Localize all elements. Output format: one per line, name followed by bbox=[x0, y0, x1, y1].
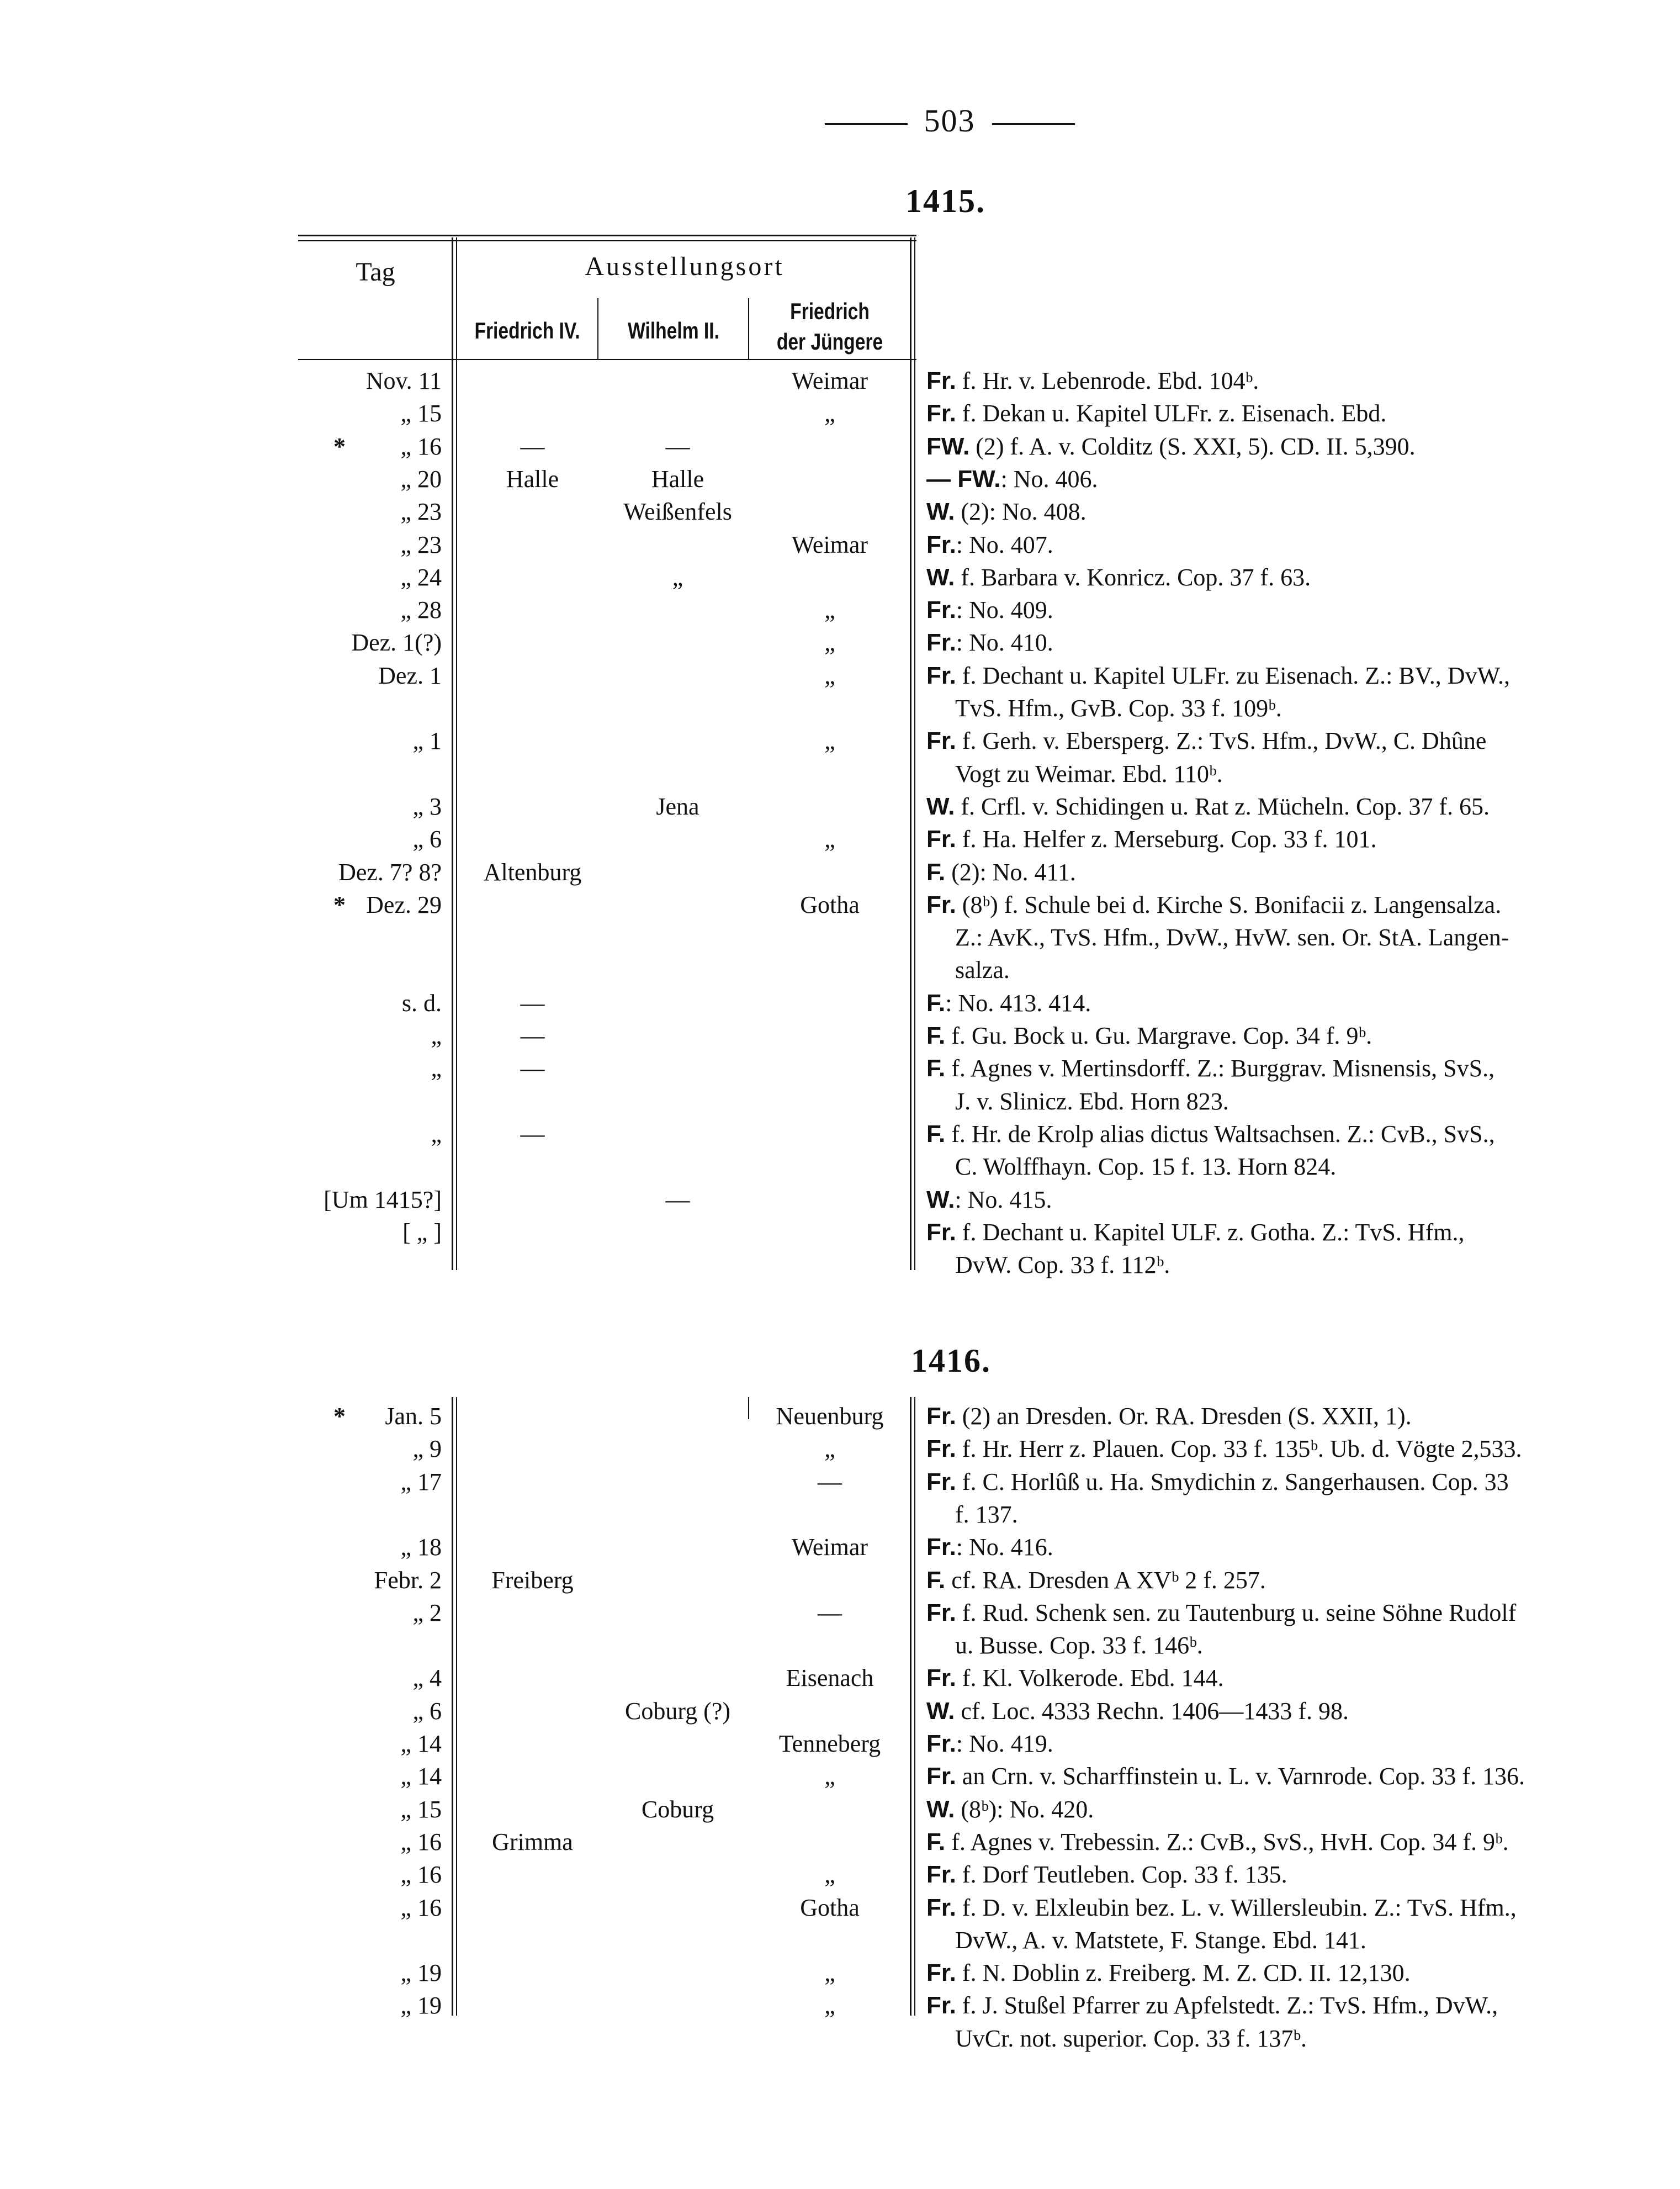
entry-abbrev: Fr. bbox=[926, 662, 956, 689]
entry-text: (2): No. 408. bbox=[955, 498, 1087, 526]
entry-abbrev: Fr. bbox=[926, 1959, 956, 1987]
entry-cell bbox=[926, 1216, 1617, 1249]
entry-text: (2): No. 411. bbox=[945, 858, 1076, 886]
table-row bbox=[0, 1052, 1680, 1085]
entry-cell bbox=[926, 1989, 1617, 2022]
friedrich-iv-cell: Grimma bbox=[492, 1828, 573, 1855]
day-cell: „ 20 bbox=[400, 465, 442, 493]
entry-abbrev: F. bbox=[926, 1828, 946, 1855]
friedrich-jungere-cell: „ bbox=[824, 727, 835, 755]
entry-text: f. Agnes v. Trebessin. Z.: CvB., SvS., HvH. Cop. 34 f. 9ᵇ. bbox=[945, 1828, 1509, 1855]
entry-cell bbox=[926, 659, 1617, 692]
table-row bbox=[0, 495, 1680, 528]
entry-cell bbox=[926, 430, 1617, 463]
asterisk-mark: * bbox=[333, 432, 346, 460]
year-heading-1415: 1415. bbox=[905, 183, 985, 219]
wilhelm-ii-cell: Weißenfels bbox=[623, 498, 732, 526]
entry-cell bbox=[926, 823, 1617, 856]
entry-text: (2) f. A. v. Colditz (S. XXI, 5). CD. II. 5,390. bbox=[969, 432, 1416, 460]
entry-continuation: Vogt zu Weimar. Ebd. 110ᵇ. bbox=[955, 760, 1223, 787]
entry-text: f. Dekan u. Kapitel ULFr. z. Eisenach. Ebd. bbox=[956, 400, 1387, 427]
friedrich-jungere-cell: Weimar bbox=[791, 1534, 868, 1561]
entry-abbrev: Fr. bbox=[926, 826, 956, 853]
friedrich-jungere-cell: Weimar bbox=[791, 367, 868, 394]
day-cell: Febr. 2 bbox=[374, 1566, 442, 1594]
day-cell: Nov. 11 bbox=[365, 367, 442, 394]
entry-abbrev: Fr. bbox=[926, 1435, 956, 1463]
entry-abbrev: — FW. bbox=[926, 465, 1001, 493]
header-friedrich-iv: Friedrich IV. bbox=[474, 318, 580, 343]
entry-continuation: DvW., A. v. Matstete, F. Stange. Ebd. 141. bbox=[955, 1926, 1366, 1954]
table-row bbox=[0, 1989, 1680, 2022]
friedrich-jungere-cell: „ bbox=[824, 826, 835, 853]
table-vrule-2 bbox=[597, 298, 598, 359]
table-row bbox=[0, 1216, 1680, 1249]
table-top-rule-2 bbox=[298, 240, 916, 241]
page-number bbox=[795, 102, 1104, 139]
entry-cell bbox=[926, 725, 1617, 758]
header-ausstellungsort: Ausstellungsort bbox=[585, 252, 785, 281]
table-row bbox=[0, 692, 1680, 725]
table-row bbox=[0, 1531, 1680, 1564]
entry-text: f. Gu. Bock u. Gu. Margrave. Cop. 34 f. 9ᵇ. bbox=[945, 1022, 1372, 1049]
entry-cell bbox=[926, 1891, 1617, 1924]
day-cell: „ 14 bbox=[400, 1763, 442, 1790]
entry-abbrev: W. bbox=[926, 498, 955, 526]
day-cell: „ 19 bbox=[400, 1992, 442, 2019]
entry-abbrev: Fr. bbox=[926, 1664, 956, 1692]
friedrich-jungere-cell: „ bbox=[824, 662, 835, 689]
day-cell: „ 19 bbox=[400, 1959, 442, 1987]
entry-text: : No. 406. bbox=[1000, 465, 1098, 493]
day-cell: „ 23 bbox=[400, 498, 442, 526]
day-cell: „ 4 bbox=[412, 1664, 442, 1692]
entry-cell bbox=[926, 1793, 1617, 1826]
entry-text: f. Ha. Helfer z. Merseburg. Cop. 33 f. 101. bbox=[956, 826, 1377, 853]
entry-abbrev: Fr. bbox=[926, 367, 956, 394]
entry-abbrev: Fr. bbox=[926, 1992, 956, 2019]
day-cell: „ 23 bbox=[400, 531, 442, 558]
friedrich-jungere-cell: „ bbox=[824, 1435, 835, 1463]
friedrich-jungere-cell: Weimar bbox=[791, 531, 868, 558]
table-row bbox=[0, 594, 1680, 627]
friedrich-jungere-cell: „ bbox=[824, 1861, 835, 1889]
day-cell: „ 16 bbox=[400, 1828, 442, 1855]
friedrich-jungere-cell: „ bbox=[824, 1959, 835, 1987]
entry-abbrev: FW. bbox=[926, 432, 970, 460]
friedrich-jungere-cell: „ bbox=[824, 1992, 835, 2019]
entry-cell bbox=[926, 364, 1617, 398]
table-row bbox=[0, 921, 1680, 954]
table-row bbox=[0, 823, 1680, 856]
wilhelm-ii-cell: — bbox=[665, 1186, 690, 1213]
entry-cell bbox=[926, 1695, 1617, 1728]
friedrich-jungere-cell: „ bbox=[824, 400, 835, 427]
entry-abbrev: Fr. bbox=[926, 1599, 956, 1626]
day-cell: [Um 1415?] bbox=[324, 1186, 442, 1213]
table-row bbox=[0, 1150, 1680, 1183]
entry-abbrev: F. bbox=[926, 1120, 946, 1148]
wilhelm-ii-cell: Halle bbox=[651, 465, 704, 493]
entry-text: f. Rud. Schenk sen. zu Tautenburg u. seine Söhne Rudolf bbox=[956, 1599, 1517, 1626]
day-cell: „ 16 bbox=[400, 1861, 442, 1889]
entry-abbrev: Fr. bbox=[926, 1468, 956, 1495]
table-row bbox=[0, 1760, 1680, 1793]
table-row bbox=[0, 1957, 1680, 1990]
entry-text: cf. Loc. 4333 Rechn. 1406—1433 f. 98. bbox=[955, 1697, 1349, 1725]
entry-abbrev: W. bbox=[926, 792, 955, 820]
asterisk-mark: * bbox=[333, 1403, 346, 1430]
table-row bbox=[0, 1891, 1680, 1924]
entry-abbrev: W. bbox=[926, 1795, 955, 1823]
table-row bbox=[0, 1662, 1680, 1695]
day-cell: Dez. 1(?) bbox=[351, 629, 442, 657]
table-row bbox=[0, 1118, 1680, 1151]
entry-cell bbox=[926, 1564, 1617, 1597]
day-cell: „ 16 bbox=[400, 432, 442, 460]
entry-cell bbox=[926, 561, 1617, 594]
entry-abbrev: Fr. bbox=[926, 891, 956, 918]
entry-abbrev: W. bbox=[926, 1186, 955, 1213]
table-row bbox=[0, 1183, 1680, 1217]
day-cell: „ 15 bbox=[400, 1795, 442, 1823]
entry-cell bbox=[926, 1052, 1617, 1085]
wilhelm-ii-cell: — bbox=[665, 432, 690, 460]
friedrich-iv-cell: Halle bbox=[506, 465, 559, 493]
table-row bbox=[0, 1629, 1680, 1662]
table-row bbox=[0, 2022, 1680, 2055]
friedrich-jungere-cell: Eisenach bbox=[786, 1664, 874, 1692]
table-row bbox=[0, 1564, 1680, 1597]
entry-cell bbox=[926, 1118, 1617, 1151]
table-row bbox=[0, 626, 1680, 659]
day-cell: Dez. 7? 8? bbox=[338, 858, 442, 886]
entry-abbrev: Fr. bbox=[926, 629, 956, 657]
header-wilhelm-ii: Wilhelm II. bbox=[628, 318, 719, 343]
entry-abbrev: F. bbox=[926, 989, 946, 1017]
header-tag: Tag bbox=[356, 257, 395, 287]
table-row bbox=[0, 954, 1680, 987]
entry-cell bbox=[926, 1400, 1617, 1433]
entry-cell bbox=[926, 1432, 1617, 1466]
day-cell: [ „ ] bbox=[402, 1218, 442, 1246]
friedrich-jungere-cell: Neuenburg bbox=[776, 1403, 884, 1430]
table-row bbox=[0, 758, 1680, 791]
day-cell: „ 16 bbox=[400, 1894, 442, 1921]
day-cell: „ 28 bbox=[400, 596, 442, 624]
entry-text: : No. 410. bbox=[956, 629, 1053, 657]
day-cell: „ 6 bbox=[412, 826, 442, 853]
entry-abbrev: F. bbox=[926, 1566, 946, 1594]
entry-cell bbox=[926, 463, 1617, 496]
table-row bbox=[0, 1727, 1680, 1760]
entry-cell bbox=[926, 1727, 1617, 1760]
friedrich-jungere-cell: „ bbox=[824, 596, 835, 624]
entry-text: (8ᵇ): No. 420. bbox=[955, 1795, 1094, 1823]
table-row bbox=[0, 889, 1680, 922]
entry-text: : No. 419. bbox=[956, 1730, 1053, 1757]
entry-cell bbox=[926, 594, 1617, 627]
table-row bbox=[0, 790, 1680, 823]
entry-text: f. D. v. Elxleubin bez. L. v. Willersleubin. Z.: TvS. Hfm., bbox=[956, 1894, 1517, 1921]
table-row bbox=[0, 856, 1680, 889]
entry-continuation: TvS. Hfm., GvB. Cop. 33 f. 109ᵇ. bbox=[955, 695, 1282, 722]
wilhelm-ii-cell: Jena bbox=[656, 792, 699, 820]
table-row bbox=[0, 1085, 1680, 1118]
table-row bbox=[0, 1793, 1680, 1826]
table-row bbox=[0, 364, 1680, 398]
entry-abbrev: F. bbox=[926, 1055, 946, 1082]
table-row bbox=[0, 725, 1680, 758]
entry-text: f. Hr. de Krolp alias dictus Waltsachsen. Z.: CvB., SvS., bbox=[945, 1120, 1495, 1148]
day-cell: „ bbox=[431, 1055, 442, 1082]
entry-continuation: C. Wolffhayn. Cop. 15 f. 13. Horn 824. bbox=[955, 1153, 1337, 1181]
page-number-text: 503 bbox=[924, 103, 976, 139]
entry-continuation: u. Busse. Cop. 33 f. 146ᵇ. bbox=[955, 1632, 1203, 1659]
entry-cell bbox=[926, 495, 1617, 528]
entry-text: f. Hr. Herr z. Plauen. Cop. 33 f. 135ᵇ. Ub. d. Vögte 2,533. bbox=[956, 1435, 1522, 1463]
entry-text: (2) an Dresden. Or. RA. Dresden (S. XXII, 1). bbox=[956, 1403, 1412, 1430]
wilhelm-ii-cell: Coburg (?) bbox=[624, 1697, 731, 1725]
friedrich-iv-cell: — bbox=[520, 1055, 545, 1082]
entry-abbrev: Fr. bbox=[926, 596, 956, 624]
header-friedrich-line1: Friedrich bbox=[790, 298, 870, 324]
entry-cell bbox=[926, 626, 1617, 659]
entry-abbrev: F. bbox=[926, 1022, 946, 1049]
entry-text: f. Barbara v. Konricz. Cop. 37 f. 63. bbox=[955, 563, 1311, 591]
day-cell: „ 2 bbox=[412, 1599, 442, 1626]
table-row bbox=[0, 528, 1680, 562]
entry-text: f. N. Doblin z. Freiberg. M. Z. CD. II. 12,130. bbox=[956, 1959, 1411, 1987]
table-row bbox=[0, 397, 1680, 430]
table-row bbox=[0, 1596, 1680, 1630]
entry-abbrev: F. bbox=[926, 858, 946, 886]
friedrich-jungere-cell: Gotha bbox=[800, 891, 860, 918]
entry-text: f. Hr. v. Lebenrode. Ebd. 104ᵇ. bbox=[956, 367, 1259, 394]
table-row bbox=[0, 463, 1680, 496]
entry-abbrev: Fr. bbox=[926, 1403, 956, 1430]
entry-abbrev: Fr. bbox=[926, 1218, 956, 1246]
year-heading-1416: 1416. bbox=[911, 1342, 991, 1379]
entry-continuation: Z.: AvK., TvS. Hfm., DvW., HvW. sen. Or. StA. Langen- bbox=[955, 924, 1509, 951]
day-cell: Dez. 1 bbox=[378, 662, 442, 689]
day-cell: „ 14 bbox=[400, 1730, 442, 1757]
table-row bbox=[0, 1432, 1680, 1466]
wilhelm-ii-cell: „ bbox=[672, 563, 683, 591]
entry-cell bbox=[926, 528, 1617, 562]
entry-text: : No. 409. bbox=[956, 596, 1053, 624]
entry-abbrev: Fr. bbox=[926, 1861, 956, 1889]
day-cell: Dez. 29 bbox=[366, 891, 442, 918]
header-friedrich-line2: der Jüngere bbox=[776, 329, 883, 355]
friedrich-jungere-cell: „ bbox=[824, 629, 835, 657]
friedrich-iv-cell: — bbox=[520, 989, 545, 1017]
entry-text: f. Dechant u. Kapitel ULFr. zu Eisenach. Z.: BV., DvW., bbox=[956, 662, 1511, 689]
entry-abbrev: Fr. bbox=[926, 727, 956, 755]
friedrich-iv-cell: — bbox=[520, 432, 545, 460]
entry-cell bbox=[926, 1466, 1617, 1499]
friedrich-jungere-cell: Tenneberg bbox=[778, 1730, 881, 1757]
day-cell: „ 18 bbox=[400, 1534, 442, 1561]
day-cell: „ 6 bbox=[412, 1697, 442, 1725]
entry-continuation: J. v. Slinicz. Ebd. Horn 823. bbox=[955, 1087, 1229, 1115]
table-row bbox=[0, 1466, 1680, 1499]
entry-cell bbox=[926, 1531, 1617, 1564]
entry-text: : No. 407. bbox=[956, 531, 1053, 558]
entry-text: f. Kl. Volkerode. Ebd. 144. bbox=[956, 1664, 1224, 1692]
day-cell: Jan. 5 bbox=[385, 1403, 442, 1430]
entry-text: f. C. Horlûß u. Ha. Smydichin z. Sangerhausen. Cop. 33 bbox=[956, 1468, 1509, 1495]
entry-text: f. Agnes v. Mertinsdorff. Z.: Burggrav. Misnensis, SvS., bbox=[945, 1055, 1495, 1082]
table-row bbox=[0, 659, 1680, 692]
entry-text: f. Gerh. v. Ebersperg. Z.: TvS. Hfm., DvW., C. Dhûne bbox=[956, 727, 1487, 755]
entry-text: f. Dechant u. Kapitel ULF. z. Gotha. Z.: TvS. Hfm., bbox=[956, 1218, 1465, 1246]
table-row bbox=[0, 1858, 1680, 1891]
entry-cell bbox=[926, 1858, 1617, 1891]
friedrich-iv-cell: — bbox=[520, 1120, 545, 1148]
entry-cell bbox=[926, 987, 1617, 1020]
friedrich-jungere-cell: „ bbox=[824, 1763, 835, 1790]
table-row bbox=[0, 1249, 1680, 1282]
friedrich-jungere-cell: — bbox=[818, 1599, 842, 1626]
friedrich-iv-cell: Altenburg bbox=[483, 858, 582, 886]
entry-text: f. Crfl. v. Schidingen u. Rat z. Mücheln. Cop. 37 f. 65. bbox=[955, 792, 1490, 820]
table-row bbox=[0, 987, 1680, 1020]
day-cell: „ 1 bbox=[412, 727, 442, 755]
entry-abbrev: Fr. bbox=[926, 1763, 956, 1790]
entry-continuation: UvCr. not. superior. Cop. 33 f. 137ᵇ. bbox=[955, 2024, 1307, 2052]
friedrich-iv-cell: Freiberg bbox=[491, 1566, 574, 1594]
entry-cell bbox=[926, 1596, 1617, 1630]
entry-text: (8ᵇ) f. Schule bei d. Kirche S. Bonifacii z. Langensalza. bbox=[956, 891, 1502, 918]
entry-abbrev: Fr. bbox=[926, 1730, 956, 1757]
entry-cell bbox=[926, 1957, 1617, 1990]
table-row bbox=[0, 1826, 1680, 1859]
table-vrule-3 bbox=[748, 298, 749, 359]
entry-text: f. J. Stußel Pfarrer zu Apfelstedt. Z.: TvS. Hfm., DvW., bbox=[956, 1992, 1498, 2019]
entry-cell bbox=[926, 790, 1617, 823]
entry-cell bbox=[926, 1826, 1617, 1859]
entry-cell bbox=[926, 1019, 1617, 1053]
entry-text: : No. 413. 414. bbox=[945, 989, 1091, 1017]
table-row bbox=[0, 1695, 1680, 1728]
friedrich-iv-cell: — bbox=[520, 1022, 545, 1049]
friedrich-jungere-cell: — bbox=[818, 1468, 842, 1495]
entry-continuation: salza. bbox=[955, 956, 1010, 984]
entry-text: : No. 416. bbox=[956, 1534, 1053, 1561]
entry-text: cf. RA. Dresden A XVᵇ 2 f. 257. bbox=[945, 1566, 1266, 1594]
entry-abbrev: Fr. bbox=[926, 1534, 956, 1561]
entry-continuation: DvW. Cop. 33 f. 112ᵇ. bbox=[955, 1251, 1170, 1279]
entry-text: f. Dorf Teutleben. Cop. 33 f. 135. bbox=[956, 1861, 1287, 1889]
entry-cell bbox=[926, 1760, 1617, 1793]
asterisk-mark: * bbox=[333, 891, 346, 918]
table-header-rule bbox=[298, 359, 916, 360]
table-row bbox=[0, 1924, 1680, 1957]
entry-abbrev: W. bbox=[926, 563, 955, 591]
entry-continuation: f. 137. bbox=[955, 1500, 1018, 1528]
day-cell: „ 24 bbox=[400, 563, 442, 591]
day-cell: s. d. bbox=[401, 989, 442, 1017]
entry-cell bbox=[926, 397, 1617, 430]
day-cell: „ bbox=[431, 1022, 442, 1049]
page-number-dash-right bbox=[992, 123, 1075, 125]
entry-abbrev: Fr. bbox=[926, 1894, 956, 1921]
day-cell: „ bbox=[431, 1120, 442, 1148]
day-cell: „ 9 bbox=[412, 1435, 442, 1463]
entry-cell bbox=[926, 889, 1617, 922]
table-row bbox=[0, 561, 1680, 594]
entry-cell bbox=[926, 856, 1617, 889]
table-row bbox=[0, 1400, 1680, 1433]
entry-text: : No. 415. bbox=[955, 1186, 1052, 1213]
entry-cell bbox=[926, 1183, 1617, 1217]
day-cell: „ 15 bbox=[400, 400, 442, 427]
entry-cell bbox=[926, 1662, 1617, 1695]
friedrich-jungere-cell: Gotha bbox=[800, 1894, 860, 1921]
page-number-dash-left bbox=[825, 123, 908, 125]
day-cell: „ 17 bbox=[400, 1468, 442, 1495]
table-row bbox=[0, 430, 1680, 463]
table-row bbox=[0, 1498, 1680, 1531]
wilhelm-ii-cell: Coburg bbox=[641, 1795, 714, 1823]
entry-abbrev: Fr. bbox=[926, 400, 956, 427]
table-top-rule bbox=[298, 235, 916, 236]
day-cell: „ 3 bbox=[412, 792, 442, 820]
entry-abbrev: Fr. bbox=[926, 531, 956, 558]
table-row bbox=[0, 1019, 1680, 1053]
entry-abbrev: W. bbox=[926, 1697, 955, 1725]
entry-text: an Crn. v. Scharffinstein u. L. v. Varnrode. Cop. 33 f. 136. bbox=[956, 1763, 1525, 1790]
